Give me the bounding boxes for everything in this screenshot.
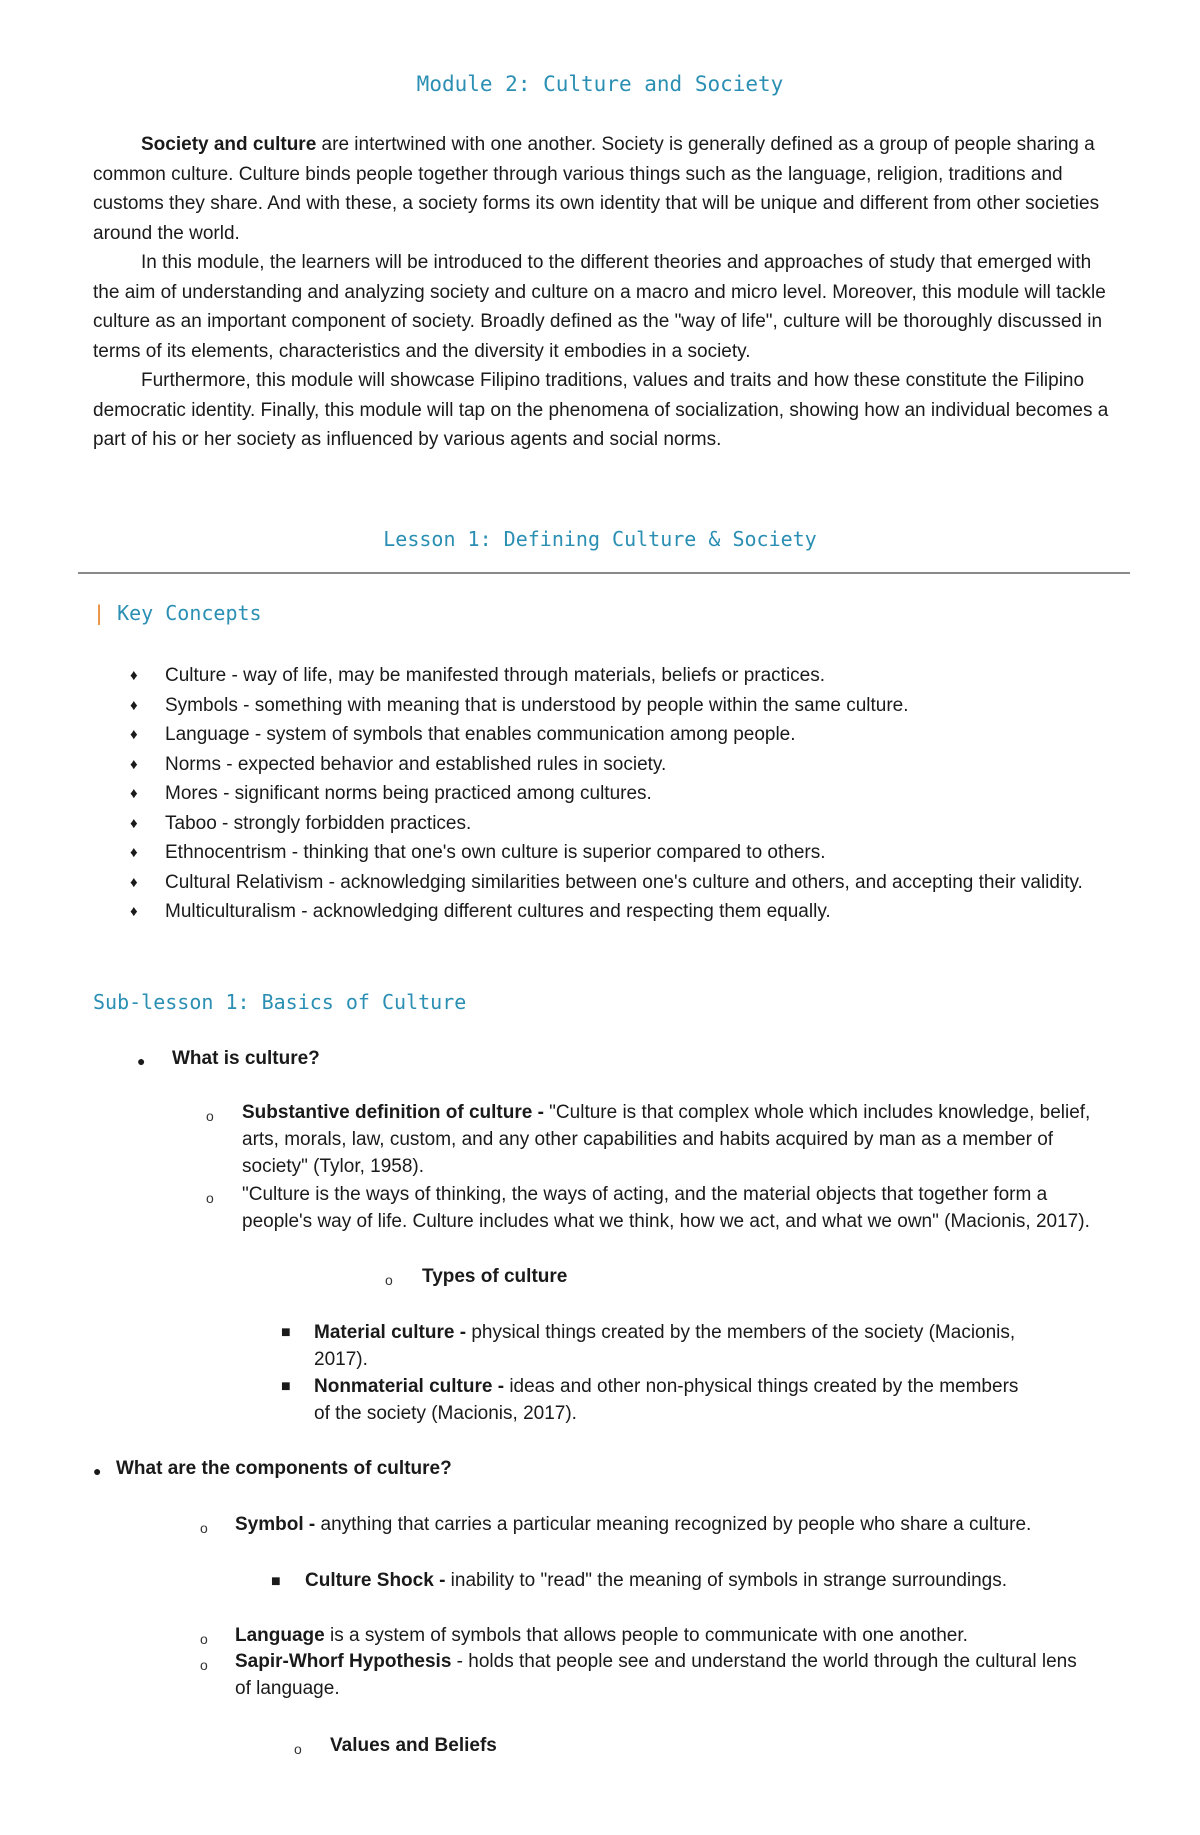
intro-section [93,130,1113,455]
symbol-text: anything that carries a particular meaning recognized by people who share a culture. [315,1514,1032,1535]
diamond-bullet-icon: ♦ [130,873,138,891]
substantive-definition [242,1099,1102,1180]
lesson-title: Lesson 1: Defining Culture & Society [383,527,817,551]
macionis-definition: "Culture is the ways of thinking, the ways of acting, and the material objects that together form a people's way of life. Culture includes what we think, how we act, and what we own" (Macionis, 2017). [242,1184,1090,1232]
diamond-bullet-icon: ♦ [130,785,138,802]
list-item [130,661,1130,691]
material-term: Material culture - [314,1322,467,1343]
list-item-text: Mores - significant norms being practiced among cultures. [165,783,652,804]
nonmaterial-term: Nonmaterial culture - [314,1376,505,1397]
diamond-bullet-icon: ♦ [130,814,138,832]
square-bullet-icon: ■ [281,1324,291,1341]
square-bullet-icon: ■ [281,1378,291,1395]
symbol-term: Symbol - [235,1514,316,1535]
diamond-bullet-icon: ♦ [130,696,138,714]
nonmaterial-culture [314,1373,1034,1427]
intro-bold-term: Society and culture [141,134,317,155]
types-of-culture [422,1263,567,1290]
dot-bullet-icon: ● [137,1053,146,1069]
definition-text: "Culture is that complex whole which includes knowledge, belief, arts, morals, law, custom, and any other capabilities and habits acquired by man as a member of society" (Tylor, 1958). [242,1102,1091,1177]
values-title: Values and Beliefs [330,1735,497,1756]
culture-shock-term: Culture Shock - [305,1570,446,1591]
diamond-bullet-icon: ♦ [130,726,138,743]
nonmaterial-text: ideas and other non-physical things created by the members of the society (Macionis, 2017). [314,1376,1019,1424]
intro-paragraph-1 [93,130,1113,248]
list-item-text: Norms - expected behavior and established rules in society. [165,753,667,775]
question-text: What are the components of culture? [116,1458,452,1479]
values-and-beliefs [330,1732,497,1759]
key-concepts-title: Key Concepts [117,601,262,625]
definition-term: Substantive definition of culture - [242,1102,544,1123]
dot-bullet-icon: ● [93,1463,102,1479]
list-item-text: Multiculturalism - acknowledging different cultures and respecting them equally. [165,901,831,922]
module-title: Module 2: Culture and Society [416,72,784,96]
types-title: Types of culture [422,1266,568,1287]
sapir-whorf-definition [235,1648,1095,1702]
accent-bar: | [93,601,106,625]
sapir-whorf-term: Sapir-Whorf Hypothesis [235,1651,452,1672]
circle-bullet-icon: o [294,1741,302,1757]
question-text: What is culture? [172,1048,320,1069]
language-definition [235,1622,1155,1649]
list-item-text: Cultural Relativism - acknowledging similarities between one's culture and others, and accepting their validity. [165,871,1083,893]
question-components [116,1455,452,1482]
diamond-bullet-icon: ♦ [130,667,138,684]
language-term: Language [235,1625,325,1646]
list-item [130,809,1130,839]
sub-lesson-title: Sub-lesson 1: Basics of Culture [93,990,467,1014]
circle-bullet-icon: o [385,1272,393,1288]
material-culture [314,1319,1034,1373]
key-concepts-heading [93,601,262,625]
list-item-text: Culture - way of life, may be manifested through materials, beliefs or practices. [165,665,826,686]
culture-shock-text: inability to "read" the meaning of symbols in strange surroundings. [445,1570,1008,1591]
diamond-bullet-icon: ♦ [130,755,138,773]
list-item [130,897,1130,927]
list-item [130,691,1130,721]
circle-bullet-icon: o [200,1631,208,1647]
intro-paragraph-2: In this module, the learners will be introduced to the different theories and approaches of study that emerged with the aim of understanding and analyzing society and culture on a macro and micro level. Moreover, this module will tackle culture as an important component of society. Broadly defined as the "way of life", culture will be thoroughly discussed in terms of its elements, characteristics and the diversity it embodies in a society. [93,252,1106,362]
square-bullet-icon: ■ [271,1573,281,1590]
question-what-is-culture [172,1045,320,1072]
circle-bullet-icon: o [206,1108,214,1124]
intro-paragraph-3: Furthermore, this module will showcase Filipino traditions, values and traits and how these constitute the Filipino democratic identity. Finally, this module will tap on the phenomena of socialization, showing how an individual becomes a part of his or her society as influenced by various agents and social norms. [93,370,1109,450]
section-divider [78,572,1130,574]
material-text: physical things created by the members of the society (Macionis, 2017). [314,1322,1016,1370]
list-item [130,838,1130,868]
circle-bullet-icon: o [206,1190,214,1206]
list-item [130,720,1130,750]
list-item [130,868,1130,898]
language-text: is a system of symbols that allows people to communicate with one another. [324,1625,968,1646]
culture-shock-definition [305,1567,1165,1594]
list-item-text: Ethnocentrism - thinking that one's own culture is superior compared to others. [165,842,826,863]
list-item [130,779,1130,809]
diamond-bullet-icon: ♦ [130,844,138,861]
key-concepts-list [130,661,1130,927]
intro-text: are intertwined with one another. Society is generally defined as a group of people sharing a common culture. Culture binds people together through various things such as the language, religion, traditions and customs they share. And with these, a society forms its own identity that will be unique and different from other societies around the world. [93,134,1100,244]
diamond-bullet-icon: ♦ [130,903,138,920]
list-item-text: Language - system of symbols that enables communication among people. [165,724,796,745]
circle-bullet-icon: o [200,1657,208,1673]
list-item-text: Taboo - strongly forbidden practices. [165,812,472,834]
list-item-text: Symbols - something with meaning that is understood by people within the same culture. [165,694,909,716]
circle-bullet-icon: o [200,1520,208,1536]
list-item [130,750,1130,780]
sapir-whorf-text: - holds that people see and understand the world through the cultural lens of language. [235,1651,1077,1699]
symbol-definition [235,1511,1155,1538]
